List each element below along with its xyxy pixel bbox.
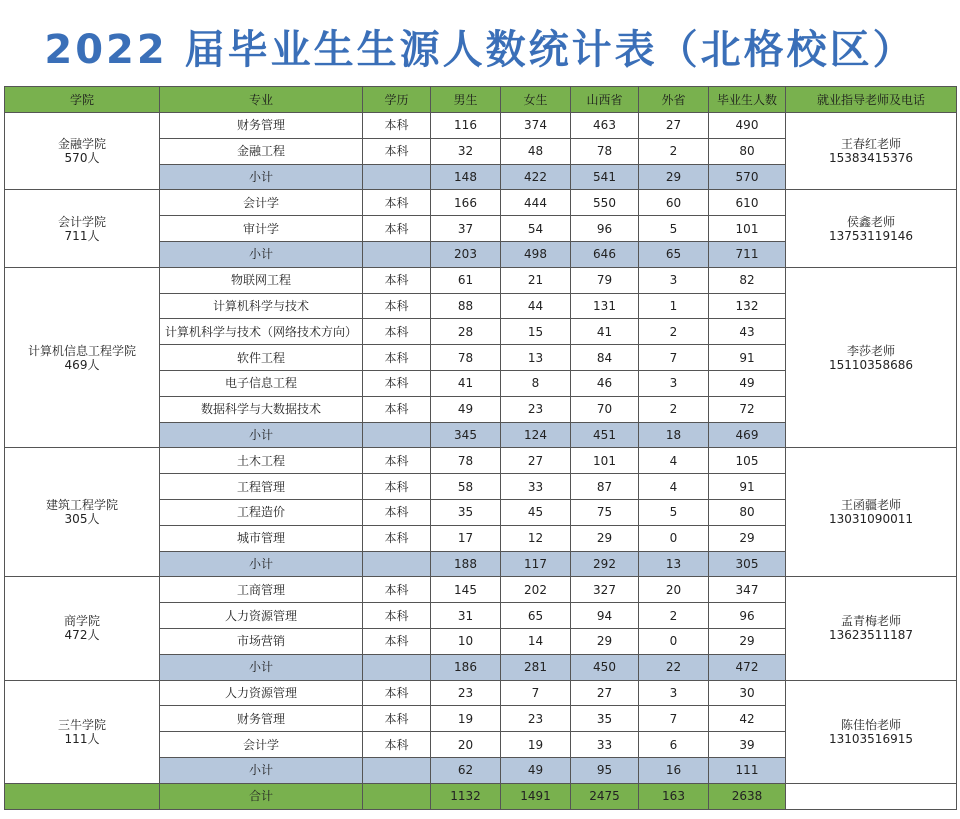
teacher-phone: 13753119146 — [829, 228, 913, 243]
degree-cell: 本科 — [363, 732, 431, 758]
female-cell: 13 — [501, 345, 571, 371]
major-cell: 工商管理 — [160, 577, 363, 603]
shanxi-cell: 46 — [571, 370, 639, 396]
subtotal-label: 小计 — [160, 757, 363, 783]
subtotal-other: 65 — [639, 241, 709, 267]
degree-cell: 本科 — [363, 525, 431, 551]
subtotal-total: 111 — [709, 757, 786, 783]
degree-cell: 本科 — [363, 499, 431, 525]
degree-cell: 本科 — [363, 138, 431, 164]
total-cell: 610 — [709, 190, 786, 216]
teacher-name: 侯鑫老师 — [846, 214, 895, 229]
college-name: 计算机信息工程学院 — [27, 343, 136, 358]
subtotal-total: 711 — [709, 241, 786, 267]
subtotal-other: 13 — [639, 551, 709, 577]
shanxi-cell: 70 — [571, 396, 639, 422]
other-cell: 4 — [639, 474, 709, 500]
college-cell — [5, 577, 160, 680]
teacher-phone: 13103516915 — [829, 731, 913, 746]
other-cell: 5 — [639, 499, 709, 525]
major-cell: 计算机科学与技术 — [160, 293, 363, 319]
college-cell — [5, 448, 160, 577]
header-other-province: 外省 — [639, 87, 709, 113]
major-cell: 财务管理 — [160, 706, 363, 732]
subtotal-degree — [363, 757, 431, 783]
female-cell: 23 — [501, 706, 571, 732]
subtotal-other: 29 — [639, 164, 709, 190]
teacher-cell — [786, 190, 957, 267]
female-cell: 44 — [501, 293, 571, 319]
major-cell: 工程造价 — [160, 499, 363, 525]
shanxi-cell: 327 — [571, 577, 639, 603]
subtotal-male: 186 — [431, 654, 501, 680]
male-cell: 61 — [431, 267, 501, 293]
other-cell: 7 — [639, 706, 709, 732]
total-cell: 132 — [709, 293, 786, 319]
other-cell: 2 — [639, 396, 709, 422]
subtotal-shanxi: 292 — [571, 551, 639, 577]
teacher-phone: 15110358686 — [829, 357, 913, 372]
female-cell: 54 — [501, 216, 571, 242]
total-cell: 29 — [709, 525, 786, 551]
male-cell: 37 — [431, 216, 501, 242]
total-cell: 49 — [709, 370, 786, 396]
major-cell: 土木工程 — [160, 448, 363, 474]
subtotal-total: 472 — [709, 654, 786, 680]
teacher-cell — [786, 680, 957, 783]
major-cell: 审计学 — [160, 216, 363, 242]
subtotal-shanxi: 646 — [571, 241, 639, 267]
header-graduates: 毕业生人数 — [709, 87, 786, 113]
other-cell: 3 — [639, 267, 709, 293]
college-count: 305人 — [64, 512, 100, 527]
shanxi-cell: 87 — [571, 474, 639, 500]
subtotal-shanxi: 451 — [571, 422, 639, 448]
degree-cell: 本科 — [363, 628, 431, 654]
male-cell: 88 — [431, 293, 501, 319]
shanxi-cell: 463 — [571, 113, 639, 139]
shanxi-cell: 29 — [571, 525, 639, 551]
shanxi-cell: 29 — [571, 628, 639, 654]
female-cell: 48 — [501, 138, 571, 164]
college-name: 会计学院 — [57, 214, 106, 229]
subtotal-degree — [363, 241, 431, 267]
female-cell: 45 — [501, 499, 571, 525]
degree-cell: 本科 — [363, 216, 431, 242]
grand-total-graduates: 2638 — [709, 783, 786, 809]
major-cell: 会计学 — [160, 732, 363, 758]
female-cell: 15 — [501, 319, 571, 345]
teacher-cell — [786, 577, 957, 680]
college-cell — [5, 267, 160, 448]
major-cell: 电子信息工程 — [160, 370, 363, 396]
major-cell: 工程管理 — [160, 474, 363, 500]
female-cell: 14 — [501, 628, 571, 654]
other-cell: 27 — [639, 113, 709, 139]
total-cell: 105 — [709, 448, 786, 474]
header-shanxi: 山西省 — [571, 87, 639, 113]
female-cell: 65 — [501, 603, 571, 629]
female-cell: 202 — [501, 577, 571, 603]
female-cell: 33 — [501, 474, 571, 500]
subtotal-male: 148 — [431, 164, 501, 190]
other-cell: 0 — [639, 628, 709, 654]
table-row — [5, 267, 957, 293]
male-cell: 32 — [431, 138, 501, 164]
female-cell: 23 — [501, 396, 571, 422]
other-cell: 3 — [639, 370, 709, 396]
header-row — [5, 87, 957, 113]
shanxi-cell: 33 — [571, 732, 639, 758]
male-cell: 10 — [431, 628, 501, 654]
subtotal-male: 345 — [431, 422, 501, 448]
major-cell: 软件工程 — [160, 345, 363, 371]
major-cell: 金融工程 — [160, 138, 363, 164]
male-cell: 116 — [431, 113, 501, 139]
female-cell: 12 — [501, 525, 571, 551]
male-cell: 35 — [431, 499, 501, 525]
subtotal-male: 203 — [431, 241, 501, 267]
subtotal-degree — [363, 551, 431, 577]
college-name: 三牛学院 — [57, 717, 106, 732]
subtotal-female: 422 — [501, 164, 571, 190]
major-cell: 人力资源管理 — [160, 603, 363, 629]
major-cell: 物联网工程 — [160, 267, 363, 293]
grand-total-degree — [363, 783, 431, 809]
teacher-name: 孟青梅老师 — [840, 614, 901, 629]
female-cell: 444 — [501, 190, 571, 216]
teacher-cell — [786, 267, 957, 448]
subtotal-other: 16 — [639, 757, 709, 783]
total-cell: 29 — [709, 628, 786, 654]
shanxi-cell: 35 — [571, 706, 639, 732]
shanxi-cell: 79 — [571, 267, 639, 293]
header-male: 男生 — [431, 87, 501, 113]
other-cell: 2 — [639, 319, 709, 345]
major-cell: 人力资源管理 — [160, 680, 363, 706]
male-cell: 17 — [431, 525, 501, 551]
table-row — [5, 113, 957, 139]
subtotal-female: 124 — [501, 422, 571, 448]
total-cell: 101 — [709, 216, 786, 242]
total-cell: 490 — [709, 113, 786, 139]
stats-table — [4, 86, 957, 810]
degree-cell: 本科 — [363, 474, 431, 500]
teacher-cell — [786, 448, 957, 577]
male-cell: 78 — [431, 345, 501, 371]
teacher-phone: 15383415376 — [829, 151, 913, 166]
teacher-name: 陈佳怡老师 — [840, 717, 901, 732]
total-cell: 42 — [709, 706, 786, 732]
college-name: 商学院 — [63, 614, 100, 629]
subtotal-other: 18 — [639, 422, 709, 448]
female-cell: 21 — [501, 267, 571, 293]
other-cell: 1 — [639, 293, 709, 319]
subtotal-label: 小计 — [160, 654, 363, 680]
degree-cell: 本科 — [363, 267, 431, 293]
male-cell: 23 — [431, 680, 501, 706]
degree-cell: 本科 — [363, 448, 431, 474]
grand-total-male: 1132 — [431, 783, 501, 809]
shanxi-cell: 41 — [571, 319, 639, 345]
subtotal-male: 62 — [431, 757, 501, 783]
table-row — [5, 577, 957, 603]
subtotal-total: 469 — [709, 422, 786, 448]
degree-cell: 本科 — [363, 345, 431, 371]
college-name: 建筑工程学院 — [45, 498, 118, 513]
total-cell: 91 — [709, 474, 786, 500]
college-count: 472人 — [64, 628, 100, 643]
shanxi-cell: 550 — [571, 190, 639, 216]
other-cell: 60 — [639, 190, 709, 216]
grand-total-teacher-empty — [786, 783, 957, 809]
total-cell: 80 — [709, 138, 786, 164]
subtotal-female: 498 — [501, 241, 571, 267]
teacher-name: 李莎老师 — [846, 343, 895, 358]
shanxi-cell: 96 — [571, 216, 639, 242]
shanxi-cell: 75 — [571, 499, 639, 525]
subtotal-female: 49 — [501, 757, 571, 783]
college-count: 570人 — [64, 151, 100, 166]
female-cell: 8 — [501, 370, 571, 396]
header-major: 专业 — [160, 87, 363, 113]
total-cell: 80 — [709, 499, 786, 525]
male-cell: 28 — [431, 319, 501, 345]
subtotal-total: 305 — [709, 551, 786, 577]
subtotal-female: 281 — [501, 654, 571, 680]
major-cell: 城市管理 — [160, 525, 363, 551]
header-degree: 学历 — [363, 87, 431, 113]
teacher-phone: 13623511187 — [829, 628, 913, 643]
table-row — [5, 680, 957, 706]
major-cell: 会计学 — [160, 190, 363, 216]
total-cell: 347 — [709, 577, 786, 603]
page-title: 2022 届毕业生生源人数统计表（北格校区） — [44, 27, 916, 73]
college-count: 469人 — [64, 357, 100, 372]
subtotal-label: 小计 — [160, 164, 363, 190]
teacher-cell — [786, 113, 957, 190]
grand-total-row — [5, 783, 957, 809]
subtotal-total: 570 — [709, 164, 786, 190]
table-row — [5, 190, 957, 216]
degree-cell: 本科 — [363, 113, 431, 139]
other-cell: 5 — [639, 216, 709, 242]
other-cell: 2 — [639, 138, 709, 164]
major-cell: 数据科学与大数据技术 — [160, 396, 363, 422]
shanxi-cell: 84 — [571, 345, 639, 371]
major-cell: 计算机科学与技术（网络技术方向） — [160, 319, 363, 345]
degree-cell: 本科 — [363, 396, 431, 422]
grand-total-label: 合计 — [160, 783, 363, 809]
table-row — [5, 448, 957, 474]
degree-cell: 本科 — [363, 680, 431, 706]
degree-cell: 本科 — [363, 706, 431, 732]
college-count: 711人 — [64, 228, 100, 243]
header-female: 女生 — [501, 87, 571, 113]
other-cell: 0 — [639, 525, 709, 551]
other-cell: 4 — [639, 448, 709, 474]
subtotal-shanxi: 95 — [571, 757, 639, 783]
other-cell: 2 — [639, 603, 709, 629]
total-cell: 30 — [709, 680, 786, 706]
total-cell: 91 — [709, 345, 786, 371]
female-cell: 27 — [501, 448, 571, 474]
header-college: 学院 — [5, 87, 160, 113]
subtotal-other: 22 — [639, 654, 709, 680]
shanxi-cell: 27 — [571, 680, 639, 706]
degree-cell: 本科 — [363, 370, 431, 396]
degree-cell: 本科 — [363, 190, 431, 216]
college-cell — [5, 113, 160, 190]
female-cell: 7 — [501, 680, 571, 706]
male-cell: 19 — [431, 706, 501, 732]
degree-cell: 本科 — [363, 319, 431, 345]
subtotal-label: 小计 — [160, 551, 363, 577]
degree-cell: 本科 — [363, 293, 431, 319]
subtotal-label: 小计 — [160, 241, 363, 267]
teacher-name: 王春红老师 — [840, 137, 901, 152]
table-body — [5, 113, 957, 784]
grand-total-other: 163 — [639, 783, 709, 809]
male-cell: 166 — [431, 190, 501, 216]
major-cell: 财务管理 — [160, 113, 363, 139]
male-cell: 145 — [431, 577, 501, 603]
grand-total-shanxi: 2475 — [571, 783, 639, 809]
male-cell: 78 — [431, 448, 501, 474]
male-cell: 41 — [431, 370, 501, 396]
college-cell — [5, 680, 160, 783]
grand-total-empty — [5, 783, 160, 809]
shanxi-cell: 94 — [571, 603, 639, 629]
female-cell: 19 — [501, 732, 571, 758]
subtotal-label: 小计 — [160, 422, 363, 448]
other-cell: 7 — [639, 345, 709, 371]
college-count: 111人 — [64, 731, 100, 746]
major-cell: 市场营销 — [160, 628, 363, 654]
female-cell: 374 — [501, 113, 571, 139]
subtotal-female: 117 — [501, 551, 571, 577]
subtotal-shanxi: 541 — [571, 164, 639, 190]
subtotal-male: 188 — [431, 551, 501, 577]
male-cell: 31 — [431, 603, 501, 629]
subtotal-shanxi: 450 — [571, 654, 639, 680]
other-cell: 3 — [639, 680, 709, 706]
total-cell: 43 — [709, 319, 786, 345]
male-cell: 58 — [431, 474, 501, 500]
college-name: 金融学院 — [57, 137, 106, 152]
male-cell: 49 — [431, 396, 501, 422]
other-cell: 6 — [639, 732, 709, 758]
teacher-name: 王函疆老师 — [840, 498, 901, 513]
subtotal-degree — [363, 164, 431, 190]
male-cell: 20 — [431, 732, 501, 758]
total-cell: 96 — [709, 603, 786, 629]
subtotal-degree — [363, 654, 431, 680]
degree-cell: 本科 — [363, 577, 431, 603]
teacher-phone: 13031090011 — [829, 512, 913, 527]
shanxi-cell: 101 — [571, 448, 639, 474]
total-cell: 72 — [709, 396, 786, 422]
total-cell: 39 — [709, 732, 786, 758]
grand-total-female: 1491 — [501, 783, 571, 809]
subtotal-degree — [363, 422, 431, 448]
shanxi-cell: 131 — [571, 293, 639, 319]
shanxi-cell: 78 — [571, 138, 639, 164]
college-cell — [5, 190, 160, 267]
other-cell: 20 — [639, 577, 709, 603]
total-cell: 82 — [709, 267, 786, 293]
degree-cell: 本科 — [363, 603, 431, 629]
header-teacher: 就业指导老师及电话 — [786, 87, 957, 113]
